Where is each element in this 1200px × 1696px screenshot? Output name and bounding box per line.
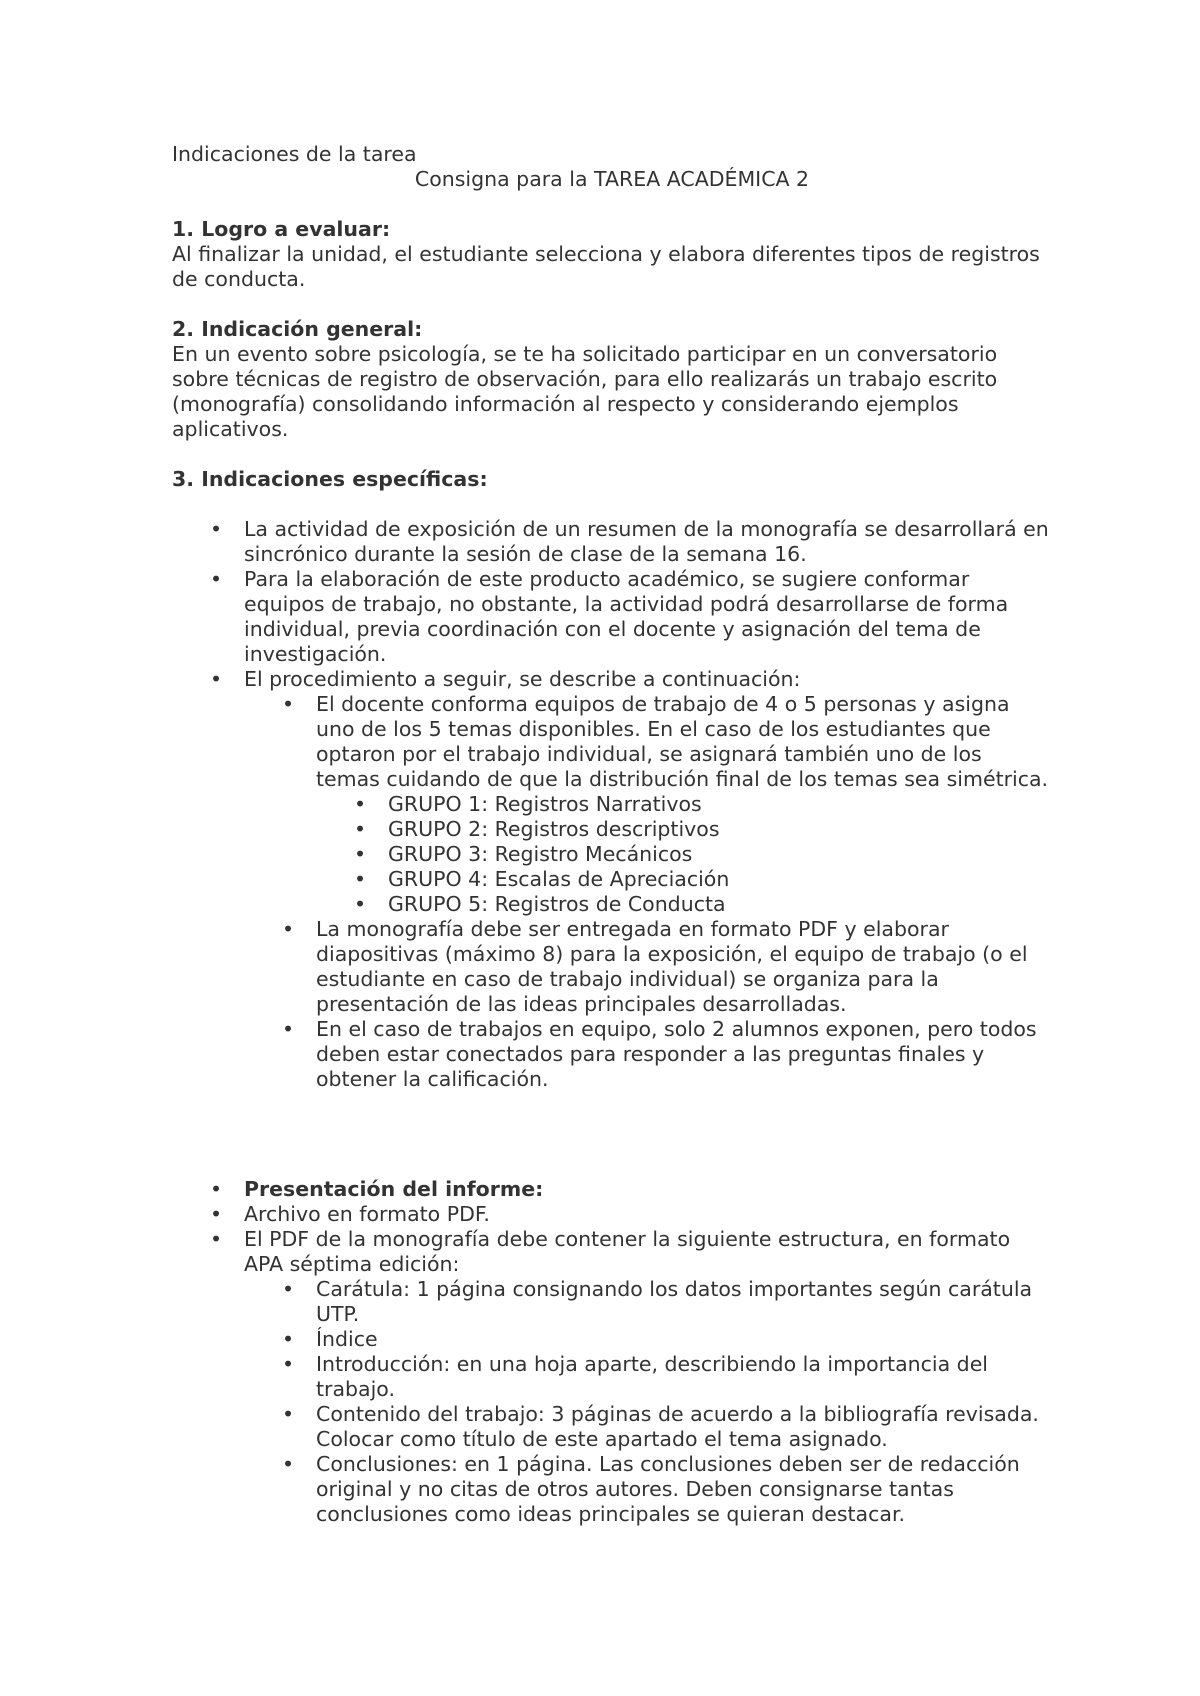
list-item [281, 692, 1052, 917]
bullet-icon: • [209, 1202, 223, 1226]
list-item [281, 1017, 1052, 1092]
structure-item-text: Carátula: 1 página consignando los datos importantes según carátula UTP. [316, 1277, 1033, 1326]
section-logro [172, 217, 1052, 292]
bullet-icon: • [281, 1402, 295, 1426]
list-item-text: La actividad de exposición de un resumen de la monografía se desarrollará en sincrónico durante la sesión de clase de la semana 16. [244, 517, 1049, 566]
group-item-text: GRUPO 1: Registros Narrativos [388, 792, 702, 816]
bullet-icon: • [281, 1327, 295, 1351]
list-item-text: Archivo en formato PDF. [244, 1202, 490, 1226]
document-heading: Indicaciones de la tarea [172, 142, 417, 166]
bullet-icon: • [353, 867, 367, 891]
assignment-title: Consigna para la TAREA ACADÉMICA 2 [414, 167, 810, 191]
group-item-text: GRUPO 4: Escalas de Apreciación [388, 867, 730, 891]
bullet-icon: • [281, 692, 295, 716]
list-item [209, 567, 1052, 667]
list-item-text: La monografía debe ser entregada en formato PDF y elaborar diapositivas (máximo 8) para la exposición, el equipo de trabajo (o el estudiante en caso de trabajo individual) se organiza para la presentación de las ideas principales desarrolladas. [316, 917, 1028, 1016]
list-item [209, 1202, 1052, 1227]
bullet-icon: • [353, 817, 367, 841]
structure-item-text: Índice [316, 1327, 378, 1351]
section-indicacion-general [172, 317, 1052, 442]
section-indicaciones-especificas-title: 3. Indicaciones específicas: [172, 467, 488, 491]
bullet-icon: • [353, 892, 367, 916]
list-item-text: Para la elaboración de este producto académico, se sugiere conformar equipos de trabajo, no obstante, la actividad podrá desarrollarse de forma individual, previa coordinación con el docente y asignación del tema de investigación. [244, 567, 1009, 666]
section-logro-text: Al finalizar la unidad, el estudiante selecciona y elabora diferentes tipos de registros de conducta. [172, 242, 1040, 291]
bullet-icon: • [281, 1352, 295, 1376]
bullet-icon: • [281, 917, 295, 941]
list-item-text: El PDF de la monografía debe contener la siguiente estructura, en formato APA séptima edición: [244, 1227, 1011, 1276]
group-item [353, 867, 1052, 892]
bullet-icon: • [209, 1227, 223, 1251]
list-item [209, 667, 1052, 1092]
report-title: Presentación del informe: [244, 1177, 544, 1201]
section-indicacion-general-text: En un evento sobre psicología, se te ha solicitado participar en un conversatorio sobre técnicas de registro de observación, para ello realizarás un trabajo escrito (monografía) consolidando información al respecto y considerando ejemplos aplicativos. [172, 342, 998, 441]
procedure-list [244, 692, 1052, 1092]
bullet-icon: • [281, 1017, 295, 1041]
structure-item [281, 1327, 1052, 1352]
group-item-text: GRUPO 3: Registro Mecánicos [388, 842, 693, 866]
bullet-icon: • [353, 792, 367, 816]
document-page [172, 142, 1052, 1527]
structure-item [281, 1277, 1052, 1327]
report-list [172, 1177, 1052, 1527]
section-logro-title: 1. Logro a evaluar: [172, 217, 391, 241]
bullet-icon: • [209, 667, 223, 691]
list-item [281, 917, 1052, 1017]
structure-list [244, 1277, 1052, 1527]
bullet-icon: • [209, 567, 223, 591]
bullet-icon: • [209, 1177, 223, 1201]
section-indicacion-general-title: 2. Indicación general: [172, 317, 423, 341]
structure-item-text: Conclusiones: en 1 página. Las conclusiones deben ser de redacción original y no citas de otros autores. Deben consignarse tantas conclusiones como ideas principales se quieran destacar. [316, 1452, 1020, 1526]
group-item-text: GRUPO 5: Registros de Conducta [388, 892, 726, 916]
specific-list [172, 517, 1052, 1092]
list-item-text: En el caso de trabajos en equipo, solo 2 alumnos exponen, pero todos deben estar conectados para responder a las preguntas finales y obtener la calificación. [316, 1017, 1037, 1091]
section-indicaciones-especificas [172, 467, 1052, 1092]
groups-list [316, 792, 1052, 917]
list-item-text: El procedimiento a seguir, se describe a continuación: [244, 667, 801, 691]
list-item [209, 1227, 1052, 1527]
structure-item [281, 1452, 1052, 1527]
list-item-text: El docente conforma equipos de trabajo de 4 o 5 personas y asigna uno de los 5 temas disponibles. En el caso de los estudiantes que optaron por el trabajo individual, se asignará también uno de los temas cuidando de que la distribución final de los temas sea simétrica. [316, 692, 1049, 791]
group-item [353, 892, 1052, 917]
bullet-icon: • [281, 1277, 295, 1301]
group-item [353, 817, 1052, 842]
list-item [209, 1177, 1052, 1202]
group-item [353, 842, 1052, 867]
bullet-icon: • [353, 842, 367, 866]
bullet-icon: • [209, 517, 223, 541]
structure-item-text: Contenido del trabajo: 3 páginas de acuerdo a la bibliografía revisada. Colocar como título de este apartado el tema asignado. [316, 1402, 1039, 1451]
structure-item [281, 1352, 1052, 1402]
bullet-icon: • [281, 1452, 295, 1476]
list-item [209, 517, 1052, 567]
structure-item-text: Introducción: en una hoja aparte, describiendo la importancia del trabajo. [316, 1352, 989, 1401]
group-item [353, 792, 1052, 817]
group-item-text: GRUPO 2: Registros descriptivos [388, 817, 720, 841]
structure-item [281, 1402, 1052, 1452]
